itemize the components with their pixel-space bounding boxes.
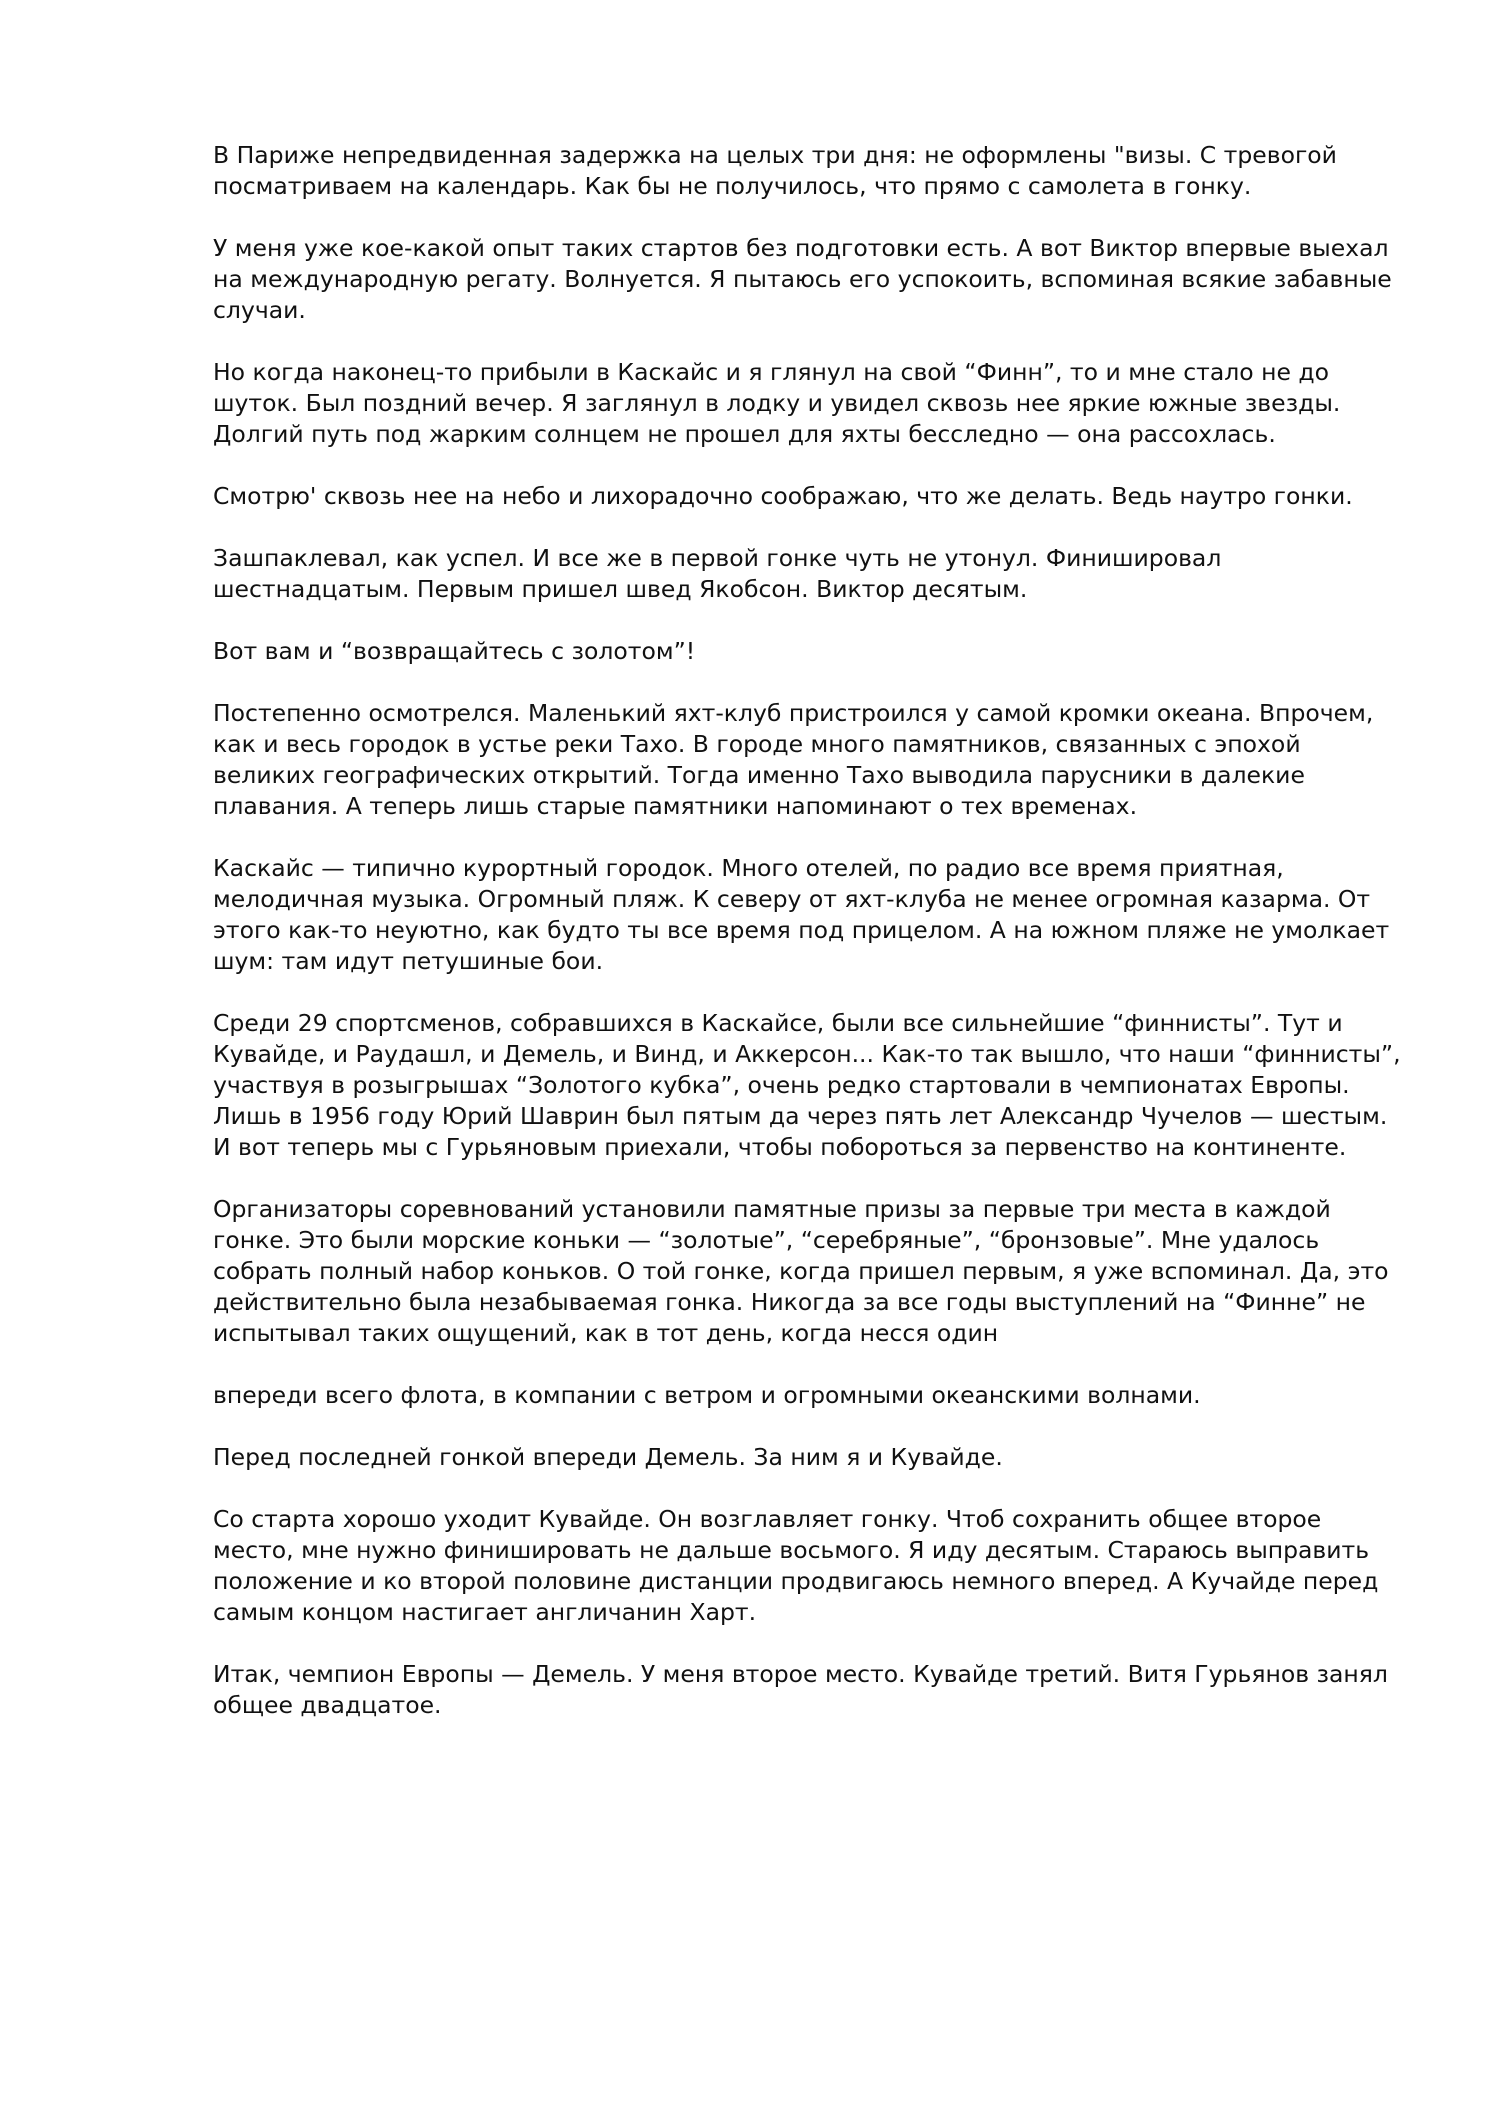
paragraph: Со старта хорошо уходит Кувайде. Он возглавляет гонку. Чтоб сохранить общее второе место, мне нужно финишировать не дальше восьмого. Я иду десятым. Стараюсь выправить положение и ко второй половине дистанции продвигаюсь немного вперед. А Кучайде перед самым концом настигает англичанин Харт.: [213, 1505, 1379, 1626]
paragraph: У меня уже кое-какой опыт таких стартов без подготовки есть. А вот Виктор впервые выехал на международную регату. Волнуется. Я пытаюсь его успокоить, вспоминая всякие забавные случаи.: [213, 234, 1392, 324]
paragraph: впереди всего флота, в компании с ветром и огромными океанскими волнами.: [213, 1381, 1201, 1409]
paragraph: Но когда наконец-то прибыли в Каскайс и я глянул на свой “Финн”, то и мне стало не до шуток. Был поздний вечер. Я заглянул в лодку и увидел сквозь нее яркие южные звезды. Долгий путь под жарким солнцем не прошел для яхты бесследно — она рассохлась.: [213, 358, 1341, 448]
paragraph: Вот вам и “возвращайтесь с золотом”!: [213, 637, 696, 665]
paragraph: Постепенно осмотрелся. Маленький яхт-клуб пристроился у самой кромки океана. Впрочем, как и весь городок в устье реки Тахо. В городе много памятников, связанных с эпохой великих географических открытий. Тогда именно Тахо выводила парусники в далекие плавания. А теперь лишь старые памятники напоминают о тех временах.: [213, 699, 1374, 820]
text-body: [213, 140, 1408, 1752]
paragraph: Зашпаклевал, как успел. И все же в первой гонке чуть не утонул. Финишировал шестнадцатым. Первым пришел швед Якобсон. Виктор десятым.: [213, 544, 1222, 603]
paragraph: Перед последней гонкой впереди Демель. За ним я и Кувайде.: [213, 1443, 1003, 1471]
paragraph: Среди 29 спортсменов, собравшихся в Каскайсе, были все сильнейшие “финнисты”. Тут и Кувайде, и Раудашл, и Демель, и Винд, и Аккерсон... Как-то так вышло, что наши “финнисты”, участвуя в розыгрышах “Золотого кубка”, очень редко стартовали в чемпионатах Европы. Лишь в 1956 году Юрий Шаврин был пятым да через пять лет Александр Чучелов — шестым. И вот теперь мы с Гурьяновым приехали, чтобы побороться за первенство на континенте.: [213, 1009, 1401, 1161]
paragraph: Организаторы соревнований установили памятные призы за первые три места в каждой гонке. Это были морские коньки — “золотые”, “серебряные”, “бронзовые”. Мне удалось собрать полный набор коньков. О той гонке, когда пришел первым, я уже вспоминал. Да, это действительно была незабываемая гонка. Никогда за все годы выступлений на “Финне” не испытывал таких ощущений, как в тот день, когда несся один: [213, 1195, 1389, 1347]
paragraph: Каскайс — типично курортный городок. Много отелей, по радио все время приятная, мелодичная музыка. Огромный пляж. К северу от яхт-клуба не менее огромная казарма. От этого как-то неуютно, как будто ты все время под прицелом. А на южном пляже не умолкает шум: там идут петушиные бои.: [213, 854, 1390, 975]
paragraph: Смотрю' сквозь нее на небо и лихорадочно соображаю, что же делать. Ведь наутро гонки.: [213, 482, 1353, 510]
paragraph: В Париже непредвиденная задержка на целых три дня: не оформлены "визы. С тревогой посматриваем на календарь. Как бы не получилось, что прямо с самолета в гонку.: [213, 141, 1337, 200]
paragraph: Итак, чемпион Европы — Демель. У меня второе место. Кувайде третий. Витя Гурьянов занял общее двадцатое.: [213, 1660, 1388, 1719]
